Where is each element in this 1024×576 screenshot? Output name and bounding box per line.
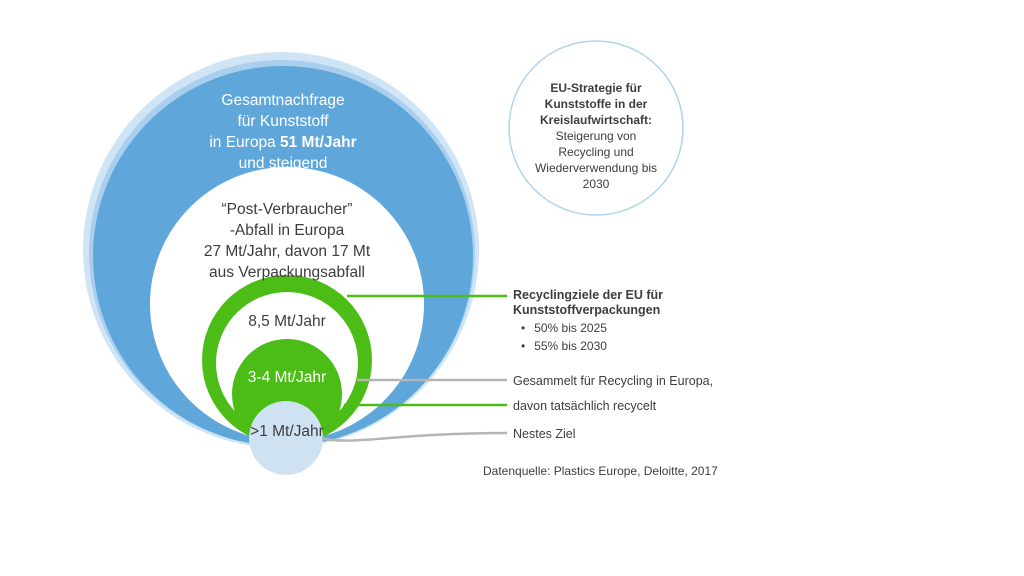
bullet-icon: • bbox=[521, 339, 526, 353]
eu-strategy-line5: Recycling und bbox=[558, 145, 634, 159]
bullet-icon: • bbox=[521, 321, 526, 335]
eu-strategy-bold-line1: EU-Strategie für bbox=[550, 81, 642, 95]
eu-strategy-line4: Steigerung von bbox=[555, 129, 637, 143]
recycling-goal-2025-text: 50% bis 2025 bbox=[534, 321, 607, 335]
waste-line3: 27 Mt/Jahr, davon 17 Mt bbox=[203, 243, 371, 260]
total-demand-line4: und steigend bbox=[238, 155, 328, 172]
eu-strategy-line7: 2030 bbox=[582, 177, 610, 191]
total-demand-label bbox=[133, 90, 433, 174]
total-demand-line2: für Kunststoff bbox=[237, 113, 329, 130]
nestle-label: Nestes Ziel bbox=[513, 427, 576, 441]
total-demand-line3-regular: in Europa bbox=[209, 134, 280, 151]
total-demand-line1: Gesamtnachfrage bbox=[221, 92, 345, 109]
total-demand-value: 51 Mt/Jahr bbox=[280, 134, 357, 151]
recycling-target-value: 8,5 Mt/Jahr bbox=[248, 313, 326, 330]
data-source: Datenquelle: Plastics Europe, Deloitte, 2017 bbox=[483, 464, 718, 478]
eu-strategy-label bbox=[496, 80, 696, 192]
nestle-target-value: >1 Mt/Jahr bbox=[250, 423, 324, 440]
recycling-goals-title-line1: Recyclingziele der EU für bbox=[513, 288, 664, 302]
recycling-goal-2030-text: 55% bis 2030 bbox=[534, 339, 607, 353]
recycling-goal-item-2025 bbox=[513, 321, 663, 336]
waste-line4: aus Verpackungsabfall bbox=[209, 264, 365, 281]
eu-strategy-line6: Wiederverwendung bis bbox=[534, 161, 658, 175]
collected-label: Gesammelt für Recycling in Europa, bbox=[513, 374, 714, 388]
collected-value: 3-4 Mt/Jahr bbox=[247, 369, 327, 386]
recycling-goals-annotation bbox=[513, 288, 663, 354]
recycled-label: davon tatsächlich recycelt bbox=[513, 399, 657, 413]
recycling-goals-title-line2: Kunststoffverpackungen bbox=[513, 303, 661, 317]
total-demand-line3 bbox=[133, 132, 433, 153]
waste-line1: “Post-Verbraucher” bbox=[221, 201, 353, 218]
eu-strategy-bold-line2: Kunststoffe in der bbox=[544, 97, 648, 111]
eu-strategy-bold-line3: Kreislaufwirtschaft: bbox=[539, 113, 653, 127]
post-consumer-waste-label bbox=[137, 199, 437, 283]
waste-line2: -Abfall in Europa bbox=[229, 222, 345, 239]
recycling-goal-item-2030 bbox=[513, 339, 663, 354]
